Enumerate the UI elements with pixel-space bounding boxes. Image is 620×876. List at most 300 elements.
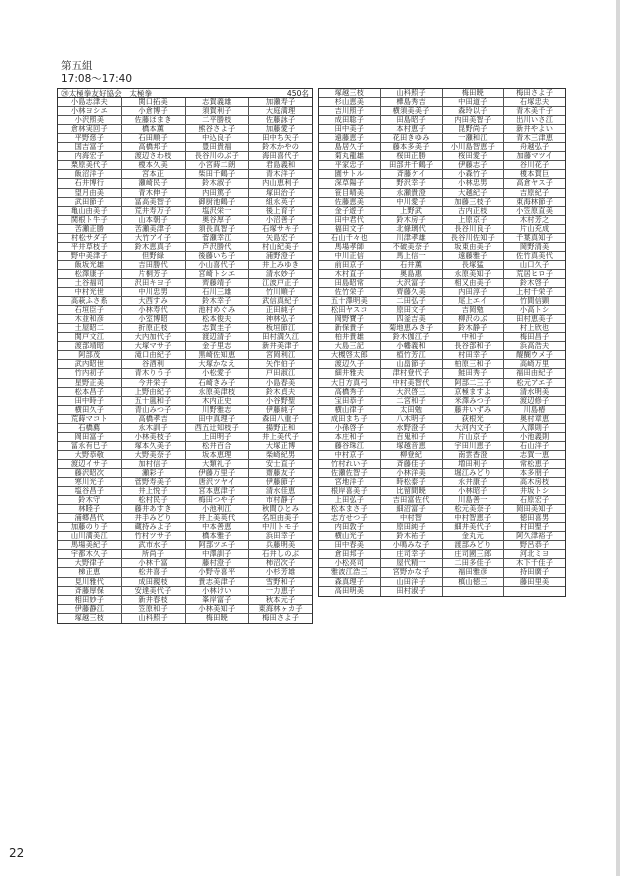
name-cell: 冨高美智子	[122, 198, 186, 206]
name-cell: 山科照子	[381, 89, 443, 97]
name-cell: 松井喜子	[122, 568, 186, 576]
name-cell: 平家忠子	[319, 161, 381, 169]
name-cell: 佐藤詠子	[265, 116, 296, 125]
name-cell: 尾上エイ	[443, 297, 505, 305]
name-cell: 組永英子	[265, 197, 296, 206]
name-cell: 井上美英代	[186, 514, 250, 522]
table-row	[319, 559, 565, 568]
name-cell: 渡辺清子	[186, 333, 250, 341]
name-cell: 小沢照美	[58, 116, 122, 124]
name-cell: 亀山由美子	[58, 207, 122, 215]
name-cell: 松村民子	[122, 496, 186, 504]
table-row	[58, 270, 312, 279]
table-row	[58, 433, 312, 442]
name-cell: 斉藤厚保	[58, 587, 122, 595]
table-row	[319, 505, 565, 514]
name-cell: 荻根光	[443, 415, 505, 423]
name-cell: 斉藤佳子	[381, 460, 443, 468]
name-cell: 小室博昭	[122, 315, 186, 323]
name-cell: 塚越音恵	[381, 442, 443, 450]
name-cell: 青木洋子	[265, 170, 296, 179]
name-cell: 鈴木守	[58, 496, 122, 504]
name-cell: 小林忠男	[443, 179, 505, 187]
name-cell: 長谷川良子	[443, 225, 505, 233]
name-table-right	[318, 88, 566, 597]
name-cell: 瀬彩子	[122, 469, 186, 477]
name-cell: 浦野澄子	[265, 251, 296, 260]
table-row	[58, 568, 312, 577]
name-cell: 清水佳恵	[265, 487, 296, 496]
name-cell: 倉林実回子	[58, 125, 122, 133]
name-cell: 折原正枝	[122, 324, 186, 332]
name-cell: 後藤いち子	[186, 252, 250, 260]
name-cell: 大類礼子	[186, 460, 250, 468]
name-cell: 今井栄子	[122, 379, 186, 387]
name-cell: 青山みつ子	[122, 406, 186, 414]
table-row	[319, 243, 565, 252]
name-cell: 小島志津夫	[58, 98, 122, 106]
table-row	[58, 469, 312, 478]
table-row	[319, 161, 565, 170]
name-cell: 原田文子	[381, 306, 443, 314]
table-row	[319, 424, 565, 433]
name-cell: 関戸文江	[58, 333, 122, 341]
name-cell: 中込良子	[186, 134, 250, 142]
name-cell: 百鬼和子	[381, 433, 443, 441]
name-cell: 宮岡利江	[265, 351, 296, 360]
name-cell: 長谷川佐知子	[443, 234, 505, 242]
name-cell: 渡辺さわ枝	[122, 152, 186, 160]
name-cell: 根岸喜美子	[319, 487, 381, 495]
name-cell: 高崎万里	[519, 360, 550, 369]
association-title: ⑳太極拳友好協会 太極拳	[61, 88, 153, 98]
name-cell: 田中君代	[319, 216, 381, 224]
name-cell: 国吉富子	[58, 143, 122, 151]
name-cell: 田中春美	[319, 541, 381, 549]
name-cell: 渡部みどり	[443, 541, 505, 549]
name-cell: 川島善一	[443, 496, 505, 504]
table-row	[319, 469, 565, 478]
name-cell: 樺島秀吉	[381, 98, 443, 106]
name-cell: 片桐芳子	[122, 270, 186, 278]
name-cell: 相田妙子	[58, 596, 122, 604]
name-cell: 野中美津子	[58, 252, 122, 260]
table-row	[319, 451, 565, 460]
name-cell: 持田廣子	[519, 568, 550, 577]
name-cell: 二田多佳子	[443, 559, 505, 567]
name-cell: 浦郷昌代	[58, 514, 122, 522]
name-cell: 苦瀬正勝	[58, 225, 122, 233]
name-cell: 加藤愛子	[265, 125, 296, 134]
name-cell: 二田弘子	[381, 297, 443, 305]
name-cell: 宮崎トシエ	[186, 270, 250, 278]
name-cell: 大日方真弓	[319, 379, 381, 387]
name-cell	[504, 587, 565, 596]
name-cell: 五十澤明美	[319, 297, 381, 305]
name-cell: 森真理子	[319, 578, 381, 586]
name-cell: 藤井いずみ	[443, 406, 505, 414]
name-cell: 矢作伯子	[265, 360, 296, 369]
table-row	[58, 297, 312, 306]
name-cell: 小林昭子	[443, 487, 505, 495]
name-cell: 須賀利子	[186, 107, 250, 115]
name-cell: 金子遊子	[319, 207, 381, 215]
table-row	[58, 288, 312, 297]
name-cell: 成田親枝	[122, 578, 186, 586]
name-cell: 石橋薦	[58, 424, 122, 432]
name-cell: 柿沼次子	[265, 559, 296, 568]
name-cell: 加藤のり子	[58, 523, 122, 531]
name-cell: 一瀬和江	[443, 134, 505, 142]
name-cell: 屋代精一	[381, 559, 443, 567]
name-cell: 土屋昭二	[58, 324, 122, 332]
name-cell: 金子里志	[186, 342, 250, 350]
table-row	[319, 487, 565, 496]
table-row	[319, 360, 565, 369]
table-row	[58, 578, 312, 587]
right-rows	[319, 89, 565, 596]
table-row	[319, 152, 565, 161]
table-row	[58, 541, 312, 550]
name-cell: 佐竹栄子	[319, 288, 381, 296]
name-cell: 御厨池鶴子	[186, 198, 250, 206]
name-cell: 横山律子	[319, 406, 381, 414]
table-row	[58, 379, 312, 388]
group-title: 第五組	[61, 60, 93, 72]
table-row	[319, 306, 565, 315]
table-row	[319, 143, 565, 152]
name-cell: 井上みゆき	[262, 260, 300, 269]
name-cell: 石山洋子	[519, 441, 550, 450]
table-row	[58, 243, 312, 252]
name-cell: 一力恵子	[265, 586, 296, 595]
name-cell: 馬上信一	[381, 252, 443, 260]
name-cell: 塚本久美子	[122, 442, 186, 450]
table-row	[319, 523, 565, 532]
name-cell: 平井草枝子	[58, 243, 122, 251]
name-cell: 石崎きみ子	[186, 379, 250, 387]
name-cell: 井上美代子	[262, 432, 300, 441]
name-cell: 瀬崎民子	[122, 179, 186, 187]
name-cell: 鈴木淑子	[186, 179, 250, 187]
name-cell: 関根ト牛子	[58, 216, 122, 224]
name-cell: 兵藤明美	[265, 541, 296, 550]
table-row	[58, 388, 312, 397]
table-row	[58, 550, 312, 559]
name-cell: 石原宏子	[519, 496, 550, 505]
name-cell: 柴崎紀男	[265, 450, 296, 459]
table-row	[319, 324, 565, 333]
name-cell: 松本昌子	[58, 388, 122, 396]
table-row	[319, 442, 565, 451]
name-cell: 岡田富子	[58, 433, 122, 441]
name-cell: 米澤みつ子	[443, 397, 505, 405]
name-cell: 中澤訓子	[186, 550, 250, 558]
name-cell: 鈴木房子	[381, 216, 443, 224]
name-cell: 小松愛子	[186, 369, 250, 377]
name-cell: 中川正信	[319, 252, 381, 260]
name-cell: 板垣節江	[265, 324, 296, 333]
name-cell: 後上育子	[265, 206, 296, 215]
name-cell: 新保貴子	[319, 324, 381, 332]
name-cell: 石井しのぶ	[262, 550, 300, 559]
name-cell: 高萩ふさ系	[58, 297, 122, 305]
name-cell: 寒川光子	[58, 478, 122, 486]
table-row	[319, 379, 565, 388]
name-cell: 新井やよい	[516, 125, 554, 134]
name-cell: 木村直子	[319, 270, 381, 278]
name-cell: 小川島智恵子	[443, 143, 505, 151]
name-cell: 津村登代子	[381, 369, 443, 377]
name-cell: 志方せつ子	[319, 514, 381, 522]
name-cell: 小林けい	[186, 587, 250, 595]
name-cell: 豊田貴福	[186, 143, 250, 151]
name-cell: 庄司幸子	[381, 550, 443, 558]
name-cell: 永原美知子	[443, 270, 505, 278]
table-row	[58, 189, 312, 198]
table-row	[319, 415, 565, 424]
table-row	[58, 342, 312, 351]
name-cell: 小杉芳雄	[265, 568, 296, 577]
name-cell: 雅波江浩三	[319, 568, 381, 576]
name-cell: 榎本賀巨	[519, 170, 550, 179]
name-cell: 斉藤ケイ	[381, 170, 443, 178]
table-row	[319, 587, 565, 596]
name-cell: 渡辺久子	[319, 360, 381, 368]
table-row	[319, 179, 565, 188]
name-cell: 塚越三枝	[58, 614, 122, 623]
name-cell: 大沢富子	[381, 279, 443, 287]
name-cell: 北條璃代	[381, 225, 443, 233]
name-cell: 水野澄子	[381, 424, 443, 432]
table-row	[58, 451, 312, 460]
name-cell: 伊藤純子	[265, 405, 296, 414]
name-cell: 西五辻知枝子	[186, 424, 250, 432]
name-cell: 増田利子	[443, 460, 505, 468]
name-cell: 鈴木恵真子	[122, 243, 186, 251]
name-cell: 竹村ツサ子	[122, 532, 186, 540]
name-cell: 岡野寶子	[319, 315, 381, 323]
name-cell: 堀江みどり	[443, 469, 505, 477]
table-row	[58, 324, 312, 333]
table-row	[58, 532, 312, 541]
name-cell: 京極ますよ	[443, 388, 505, 396]
name-cell: 宮本恵津子	[186, 487, 250, 495]
table-row	[58, 161, 312, 170]
table-row	[58, 333, 312, 342]
name-cell: 菅瀬幸江	[186, 234, 250, 242]
table-row	[58, 234, 312, 243]
table-row	[58, 207, 312, 216]
name-cell: 荒蒔マコト	[58, 415, 122, 423]
name-cell: 小林美枝子	[122, 433, 186, 441]
name-cell: 唐沢ツヤイ	[186, 478, 250, 486]
name-cell: 小林寿代	[122, 306, 186, 314]
table-row	[58, 216, 312, 225]
name-cell: 田中時子	[58, 397, 122, 405]
name-cell: 野呂恭子	[519, 541, 550, 550]
name-cell: 渡辺イサ子	[58, 460, 122, 468]
name-cell: 冨永有巳子	[58, 442, 122, 450]
name-cell: 内海宏子	[58, 152, 122, 160]
name-cell: 小林美知子	[186, 605, 250, 613]
name-cell: 笠原和子	[122, 605, 186, 613]
name-cell: 柳沢のぶ	[443, 315, 505, 323]
name-cell: 成田聡子	[319, 116, 381, 124]
name-cell: 永瀬貴澄	[381, 189, 443, 197]
name-cell: 細井雅夫	[319, 369, 381, 377]
table-row	[319, 388, 565, 397]
name-cell: 田村淑子	[381, 587, 443, 596]
name-cell: 東海林ヶカ子	[258, 604, 303, 613]
name-cell: 君島義和	[265, 161, 296, 170]
name-cell: 清水妙子	[265, 269, 296, 278]
name-cell: 森田八重子	[262, 414, 300, 423]
name-cell: 加村信子	[122, 460, 186, 468]
name-cell: 上野由紀子	[122, 388, 186, 396]
name-cell: 松元アエ子	[516, 378, 553, 387]
name-cell: 竹村れい子	[319, 460, 381, 468]
name-cell: 市村静子	[265, 496, 296, 505]
table-row	[58, 198, 312, 207]
name-cell: 花田きゆみ	[381, 134, 443, 142]
name-cell: 齋藤友子	[265, 468, 296, 477]
table-row	[319, 116, 565, 125]
name-cell: 横須美美子	[381, 107, 443, 115]
name-cell: 石塚サキ子	[262, 224, 300, 233]
name-cell: 小松亮司	[319, 559, 381, 567]
table-row	[58, 478, 312, 487]
name-cell: 内田淳子	[443, 288, 505, 296]
name-cell: 武信真紀子	[262, 297, 300, 306]
name-cell: 徳田喜男	[519, 514, 550, 523]
table-row	[319, 496, 565, 505]
name-cell: 荒井寿万子	[122, 207, 186, 215]
name-cell: 小笠原直美	[516, 206, 554, 215]
table-row	[319, 460, 565, 469]
name-cell: 神林弘子	[265, 315, 296, 324]
name-cell: 加瀬寿子	[265, 98, 296, 107]
table-row	[58, 514, 312, 523]
name-cell: 見川雅代	[58, 578, 122, 586]
name-cell: 南雲香澄	[443, 451, 505, 459]
name-cell: 藤田里美	[519, 577, 550, 586]
name-cell: 小孫啓子	[319, 424, 381, 432]
name-cell: 柳登紀	[381, 451, 443, 459]
name-cell: 梯正恵	[58, 568, 122, 576]
name-cell: 石山千々也	[319, 234, 381, 242]
name-cell: 梅田昌子	[519, 333, 550, 342]
name-cell: 桜田正勝	[381, 152, 443, 160]
name-cell: 大野恭敬	[58, 451, 122, 459]
table-row	[58, 460, 312, 469]
name-cell: 金丸元	[443, 532, 505, 540]
table-row	[319, 333, 565, 342]
name-cell: 菊丸龍雄	[319, 152, 381, 160]
name-cell: 吉川照子	[319, 107, 381, 115]
name-cell: 大野律子	[58, 559, 122, 567]
right-page-edge	[616, 0, 620, 876]
name-cell: 中和子	[443, 333, 505, 341]
name-cell: 奥谷厚子	[186, 216, 250, 224]
name-cell: 阿久津裕子	[516, 532, 554, 541]
name-cell: 吉岡勉	[443, 306, 505, 314]
table-row	[58, 605, 312, 614]
table-row	[58, 406, 312, 415]
name-cell: 秋間ひとみ	[262, 505, 300, 514]
name-cell: 戸田淑江	[265, 369, 296, 378]
table-row	[58, 415, 312, 424]
table-row	[58, 134, 312, 143]
name-cell: 原田純子	[381, 523, 443, 531]
table-row	[319, 234, 565, 243]
name-cell: 菊地恵みき子	[381, 324, 443, 332]
name-cell: 蔵持みよ子	[122, 523, 186, 531]
name-cell: 中川忠男	[122, 288, 186, 296]
name-cell: 永原美津枝	[186, 388, 250, 396]
name-table-left	[57, 88, 313, 624]
name-cell: 田島昭子	[381, 116, 443, 124]
name-cell: 高田明美	[319, 587, 381, 596]
name-cell: 吉田勝代	[122, 261, 186, 269]
table-row	[58, 360, 312, 369]
name-cell: 小池義則	[519, 432, 550, 441]
name-cell: 塩谷昌子	[58, 487, 122, 495]
name-cell: 出川いさ江	[516, 116, 554, 125]
name-cell: 中田道子	[443, 98, 505, 106]
name-cell: 滝口由紀子	[122, 351, 186, 359]
name-cell: 槙山徳三	[443, 578, 505, 586]
table-row	[58, 487, 312, 496]
name-cell: 井手みどり	[122, 514, 186, 522]
table-row	[319, 288, 565, 297]
table-row	[58, 170, 312, 179]
name-cell: 青木伸子	[122, 189, 186, 197]
name-cell: 伊藤万里子	[186, 469, 250, 477]
name-cell: 荒居ヒロ子	[516, 269, 554, 278]
name-cell: 大庭満理	[265, 107, 296, 116]
name-cell	[443, 587, 505, 596]
table-row	[319, 297, 565, 306]
name-cell: 中村光世	[58, 288, 122, 296]
name-cell: 田中美子	[319, 125, 381, 133]
name-cell: 小森竹子	[443, 170, 505, 178]
name-cell: 上田弘子	[319, 496, 381, 504]
table-row	[319, 541, 565, 550]
name-cell: 福田由紀子	[516, 369, 554, 378]
table-row	[319, 351, 565, 360]
name-cell: 梅田さよ子	[262, 613, 300, 622]
name-cell: 上村千栄子	[516, 288, 554, 297]
name-cell: 石垣臣子	[58, 306, 122, 314]
name-cell: 内田篤子	[186, 189, 250, 197]
name-cell: 千葉真知子	[516, 233, 554, 242]
name-cell: 内田美智子	[443, 116, 505, 124]
name-cell: 大塚マサ子	[122, 342, 186, 350]
table-title-row	[58, 89, 312, 98]
name-cell: 高倉ヤス子	[516, 179, 554, 188]
name-cell: 小林ヨシエ	[58, 107, 122, 115]
table-row	[319, 550, 565, 559]
name-cell: 上野武	[381, 207, 443, 215]
table-row	[58, 116, 312, 125]
name-cell: 大沢啓三	[381, 388, 443, 396]
name-cell: 松元美奈子	[443, 505, 505, 513]
name-cell: 松本俊夫	[186, 315, 250, 323]
name-cell: 加藤三枝子	[443, 198, 505, 206]
name-cell: 古内正枝	[443, 207, 505, 215]
table-row	[58, 523, 312, 532]
